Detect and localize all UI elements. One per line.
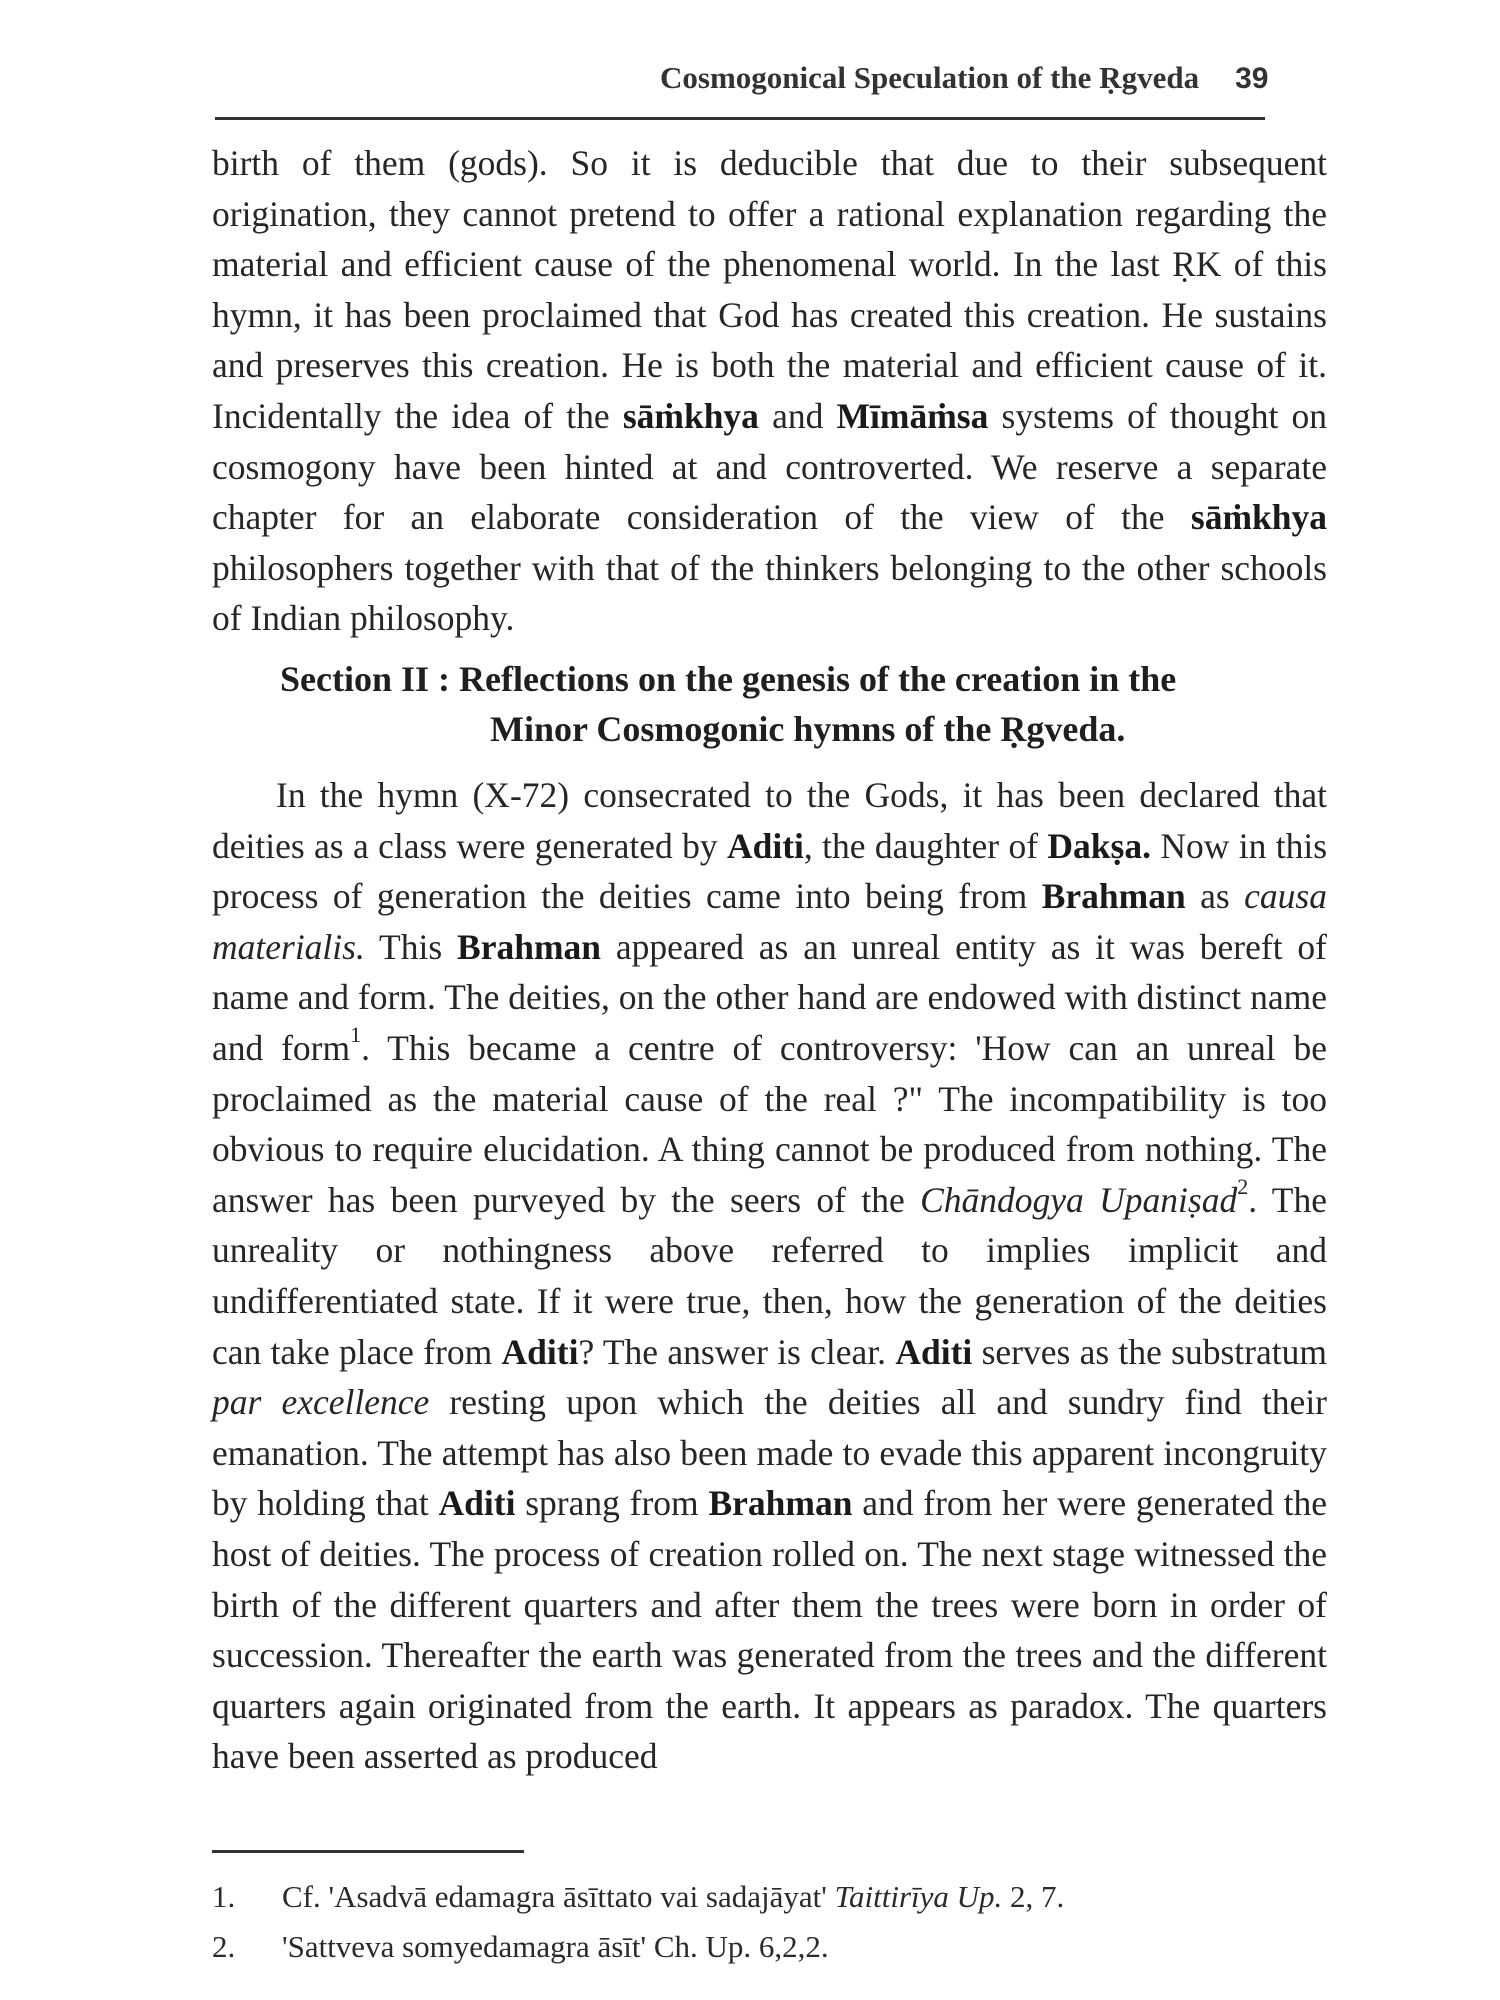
footnote-ref-2: 2 (1237, 1173, 1249, 1199)
term-aditi: Aditi (438, 1483, 516, 1524)
text-run: resting upon which the deities all and sundry find their emanation. The attempt has also been made to evade this apparent incongruity by holding that (212, 1382, 1327, 1524)
footnote-number: 1. (212, 1879, 236, 1914)
term-samkhya: sāṁkhya (622, 395, 759, 436)
term-aditi: Aditi (726, 825, 804, 866)
text-run: sprang from (515, 1483, 709, 1524)
running-title: Cosmogonical Speculation of the Ṛgveda (660, 60, 1200, 95)
term-brahman: Brahman (708, 1483, 853, 1524)
footnote-text-run: 2, 7. (1002, 1879, 1065, 1914)
footnote-rule (212, 1850, 524, 1853)
text-run: This (364, 926, 458, 967)
footnote-ref-1: 1 (350, 1021, 362, 1047)
footnote-1 (212, 1872, 1312, 1922)
text-run: and (758, 395, 837, 436)
header-rule (215, 117, 1265, 120)
section-heading (280, 654, 1330, 754)
footnote-italic: Taittirīya Up. (834, 1879, 1003, 1914)
text-run: philosophers together with that of the thinkers belonging to the other schools of Indian philosophy. (212, 547, 1327, 639)
term-chandogya-upanisad: Chāndogya Upaniṣad (920, 1179, 1238, 1220)
text-run: . This became a centre of controversy: 'How can an unreal be proclaimed as the material cause of the real ?" The incompatibility is too obvious to require elucidation. A thing cannot be produced from nothing. The answer has been purveyed by the seers of the (212, 1027, 1327, 1220)
text-run: , the daughter of (803, 825, 1048, 866)
footnote-text (282, 1922, 829, 1972)
text-run: ? The answer is clear. (578, 1331, 896, 1372)
term-brahman: Brahman (457, 926, 602, 967)
footnote-text-run: 'Sattveva somyedamagra āsīt' Ch. Up. 6,2,2. (282, 1929, 829, 1964)
running-header (660, 60, 1320, 104)
term-brahman: Brahman (1041, 876, 1186, 917)
text-run: . The unreality or nothingness above referred to implies implicit and undifferentiated state. If it were true, then, how the generation of the deities can take place from (212, 1179, 1327, 1372)
page-number: 39 (1235, 62, 1269, 95)
footnote-number: 2. (212, 1929, 236, 1964)
term-daksa: Dakṣa. (1047, 825, 1151, 866)
section-heading-line-1: Section II : Reflections on the genesis of the creation in the (280, 659, 1177, 699)
term-samkhya: sāṁkhya (1190, 497, 1327, 538)
section-heading-line-2: Minor Cosmogonic hymns of the Ṛgveda. (490, 709, 1126, 749)
term-causa-materialis: causa materialis. (212, 876, 1327, 967)
text-run: birth of them (gods). So it is deducible that due to their subsequent origination, they cannot pretend to offer a rational explanation regarding the material and efficient cause of the phenomenal world. In the last ṚK of this hymn, it has been proclaimed that God has created this creation. He sustains and preserves this creation. He is both the material and efficient cause of it. Incidentally the idea of the (212, 143, 1327, 436)
footnote-2 (212, 1922, 1312, 1972)
text-run: serves as the substratum (972, 1331, 1327, 1372)
text-run: In the hymn (X-72) consecrated to the Gods, it has been declared that deities as a class were generated by (212, 775, 1327, 866)
footnotes (212, 1872, 1312, 1972)
term-aditi: Aditi (895, 1331, 973, 1372)
term-par-excellence: par excellence (212, 1382, 430, 1423)
paragraph-2 (212, 770, 1327, 1782)
text-run: Now in this process of generation the deities came into being from (212, 825, 1328, 917)
text-run: and from her were generated the host of deities. The process of creation rolled on. The next stage witnessed the birth of the different quarters and after them the trees were born in order of succession. Thereafter the earth was generated from the trees and the different quarters again originated from the earth. It appears as paradox. The quarters have been asserted as produced (212, 1483, 1327, 1777)
text-run: as (1185, 876, 1245, 917)
term-mimamsa: Mīmāṁsa (836, 395, 989, 436)
text-run: systems of thought on cosmogony have been hinted at and controverted. We reserve a separate chapter for an elaborate consideration of the view of the (212, 395, 1328, 538)
text-run: appeared as an unreal entity as it was bereft of name and form. The deities, on the other hand are endowed with distinct name and form (212, 926, 1327, 1068)
footnote-text (282, 1872, 1064, 1922)
paragraph-1 (212, 138, 1327, 644)
footnote-text-run: Cf. 'Asadvā edamagra āsīttato vai sadajāyat' (282, 1879, 835, 1914)
term-aditi: Aditi (501, 1331, 579, 1372)
